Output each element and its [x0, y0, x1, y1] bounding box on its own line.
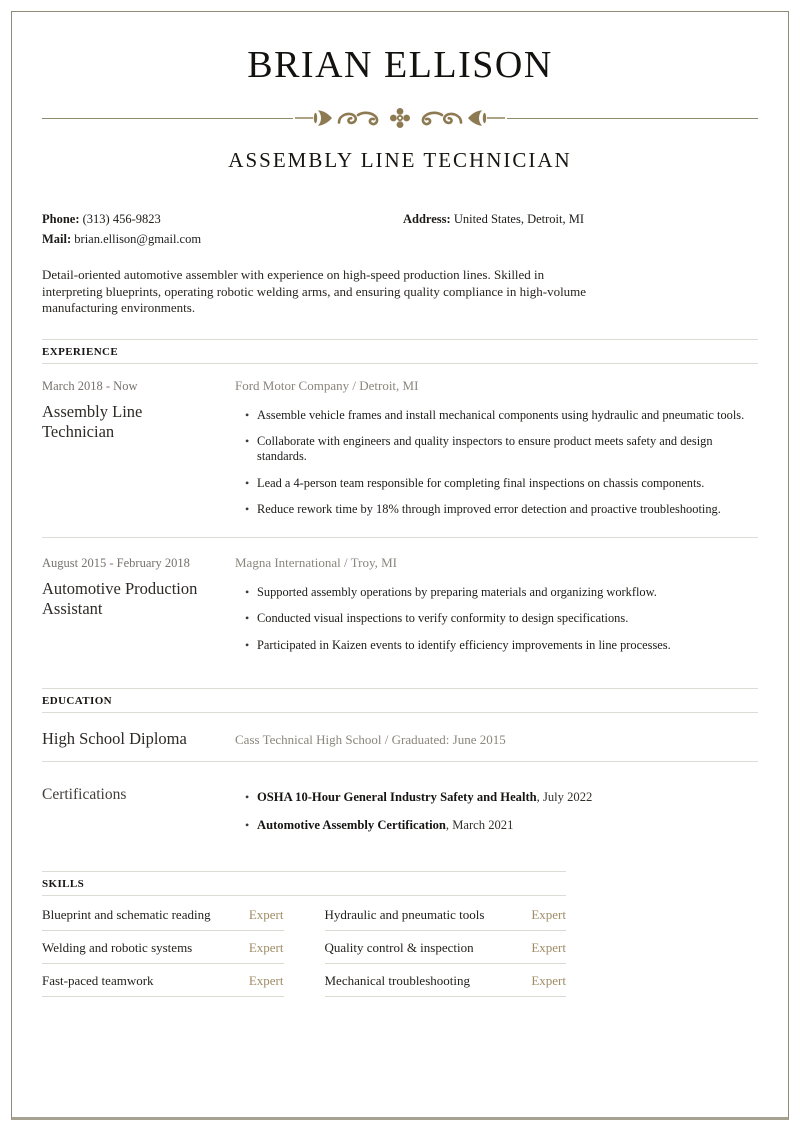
job-divider — [42, 537, 758, 538]
address-value: United States, Detroit, MI — [453, 212, 585, 226]
skills-section — [42, 871, 566, 997]
address-label: Address: — [403, 212, 451, 226]
job-dates: August 2015 - February 2018 — [42, 555, 190, 570]
skill-row — [42, 964, 284, 997]
header-divider — [42, 106, 758, 130]
resume-title: ASSEMBLY LINE TECHNICIAN — [228, 148, 572, 172]
job-entry — [42, 377, 758, 529]
job-entry — [42, 554, 758, 665]
education-entry — [42, 729, 758, 749]
divider-rule-right — [507, 118, 758, 119]
phone-value: (313) 456-9823 — [82, 212, 161, 226]
mail-label: Mail: — [42, 232, 72, 246]
mail-value: brian.ellison@gmail.com — [74, 232, 202, 246]
skill-name: Fast-paced teamwork — [42, 973, 154, 988]
floral-divider-icon — [295, 106, 505, 130]
phone-line — [42, 209, 403, 229]
skill-row — [42, 931, 284, 964]
certification-list — [235, 790, 758, 833]
job-bullet-list — [235, 585, 758, 653]
education-divider — [42, 761, 758, 762]
certification-date: , March 2021 — [445, 817, 514, 832]
certification-item — [245, 818, 758, 833]
certification-date: , July 2022 — [536, 790, 593, 804]
school-line: Cass Technical High School / Graduated: June 2015 — [235, 732, 506, 747]
skill-name: Blueprint and schematic reading — [42, 907, 211, 922]
bullet-item: • Conducted visual inspections to verify conformity to design specifications. — [245, 611, 758, 626]
section-heading-skills: SKILLS — [42, 871, 566, 896]
certification-item — [245, 790, 758, 805]
skill-level: Expert — [531, 973, 566, 988]
contact-block — [42, 209, 758, 249]
certifications-entry — [42, 786, 758, 845]
skill-row — [325, 964, 567, 997]
job-bullet-list — [235, 408, 758, 518]
skill-level: Expert — [531, 907, 566, 922]
certification-name: Automotive Assembly Certification — [257, 817, 446, 832]
job-title: Automotive Production Assistant — [42, 578, 198, 619]
company-line: Ford Motor Company / Detroit, MI — [235, 377, 419, 393]
job-dates: March 2018 - Now — [42, 378, 138, 393]
bullet-item: • Supported assembly operations by preparing materials and organizing workflow. — [245, 585, 758, 600]
skill-level: Expert — [248, 940, 284, 955]
degree-title: High School Diploma — [42, 729, 187, 748]
bullet-item: • Reduce rework time by 18% through improved error detection and proactive troubleshooting. — [245, 502, 758, 517]
section-heading-education: EDUCATION — [42, 688, 758, 713]
skill-name: Hydraulic and pneumatic tools — [324, 907, 485, 922]
skill-level: Expert — [248, 973, 284, 988]
mail-line — [42, 229, 403, 249]
summary-paragraph: Detail-oriented automotive assembler with experience on high-speed production lines. Skilled in interpreting blueprints, operating robotic welding arms, and ensuring quality compliance in high-volume manufacturing environments. — [42, 267, 587, 315]
certifications-label: Certifications — [42, 786, 127, 803]
job-title: Assembly Line Technician — [42, 401, 143, 442]
bullet-item: • Assemble vehicle frames and install mechanical components using hydraulic and pneumatic tools. — [245, 408, 758, 423]
bullet-item: • Participated in Kaizen events to identify efficiency improvements in line processes. — [245, 638, 758, 653]
section-heading-experience: EXPERIENCE — [42, 339, 758, 364]
skills-grid — [42, 898, 566, 997]
skill-level: Expert — [248, 907, 284, 922]
bullet-item: • Lead a 4-person team responsible for completing final inspections on chassis components. — [245, 476, 758, 491]
divider-rule-left — [42, 118, 293, 119]
skill-name: Quality control & inspection — [324, 940, 474, 955]
address-line — [403, 209, 584, 229]
skill-level: Expert — [531, 940, 566, 955]
company-line: Magna International / Troy, MI — [235, 554, 397, 570]
skill-name: Welding and robotic systems — [42, 940, 193, 955]
certification-name: OSHA 10-Hour General Industry Safety and Health — [257, 790, 537, 804]
bullet-item: • Collaborate with engineers and quality inspectors to ensure product meets safety and design standards. — [245, 434, 758, 464]
skill-row — [325, 898, 567, 931]
skill-row — [325, 931, 567, 964]
skill-row — [42, 898, 284, 931]
phone-label: Phone: — [42, 212, 80, 226]
skill-name: Mechanical troubleshooting — [324, 973, 470, 988]
candidate-name: BRIAN ELLISON — [247, 44, 553, 86]
